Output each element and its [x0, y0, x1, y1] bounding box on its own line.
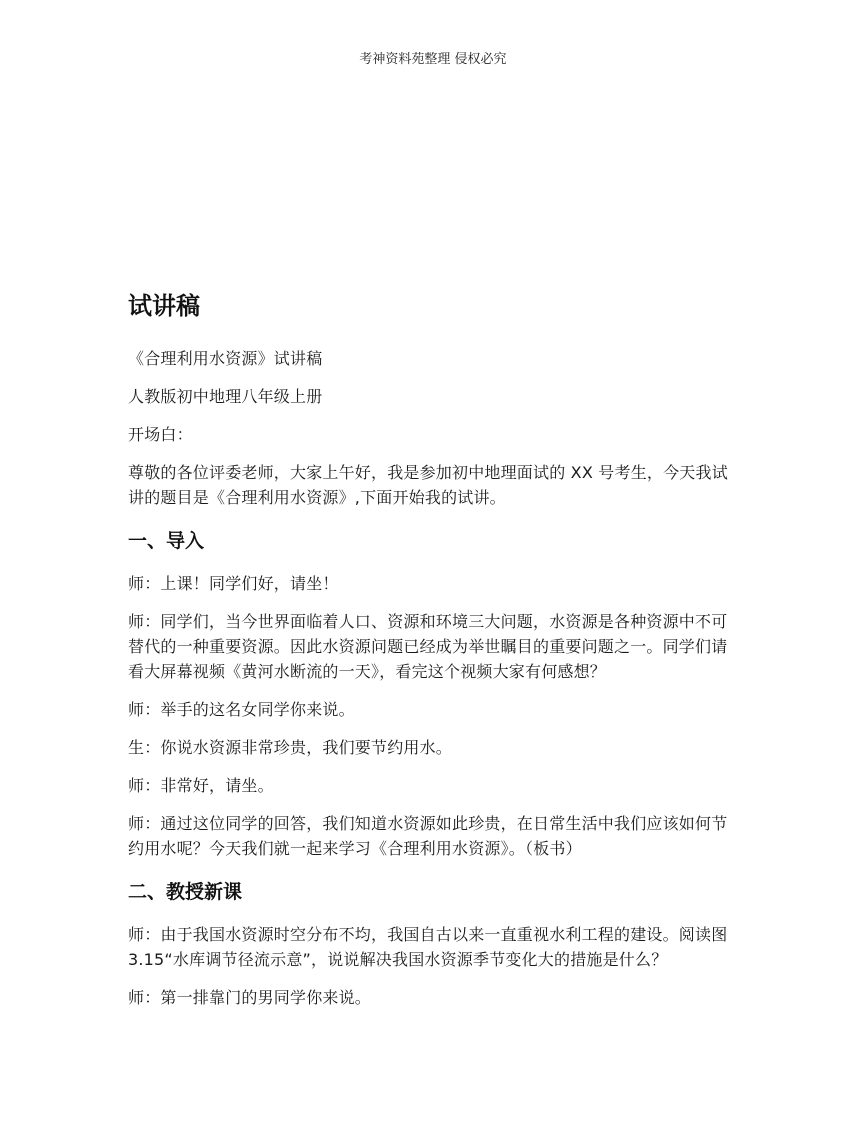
dialogue-paragraph: 师：上课！同学们好，请坐！: [128, 574, 339, 593]
section-heading-intro: 一、导入: [128, 530, 205, 552]
dialogue-paragraph: 生：你说水资源非常珍贵，我们要节约用水。: [128, 738, 453, 757]
lecture-subtitle: 《合理利用水资源》试讲稿: [128, 349, 323, 368]
opening-label: 开场白：: [128, 425, 193, 444]
dialogue-paragraph: 师：通过这位同学的回答，我们知道水资源如此珍贵，在日常生活中我们应该如何节约用水呢？今天我们就一起来学习《合理利用水资源》。（板书）: [128, 814, 728, 858]
dialogue-paragraph: 师：非常好，请坐。: [128, 776, 274, 795]
dialogue-paragraph: 师：同学们，当今世界面临着人口、资源和环境三大问题，水资源是各种资源中不可替代的一种重要资源。因此水资源问题已经成为举世瞩目的重要问题之一。同学们请看大屏幕视频《黄河水断流的一天》，看完这个视频大家有何感想？: [128, 612, 728, 681]
section-heading-new-lesson: 二、教授新课: [128, 881, 243, 903]
dialogue-paragraph: 师：第一排靠门的男同学你来说。: [128, 988, 372, 1007]
page-header: 考神资料苑整理 侵权必究: [359, 52, 507, 67]
document-body: [128, 288, 738, 1023]
dialogue-paragraph: 师：举手的这名女同学你来说。: [128, 700, 355, 719]
opening-text: 尊敬的各位评委老师，大家上午好，我是参加初中地理面试的 XX 号考生，今天我试讲的题目是《合理利用水资源》,下面开始我的试讲。: [128, 463, 728, 507]
textbook-edition: 人教版初中地理八年级上册: [128, 387, 323, 406]
dialogue-paragraph: 师：由于我国水资源时空分布不均，我国自古以来一直重视水利工程的建设。阅读图 3.15“水库调节径流示意”，说说解决我国水资源季节变化大的措施是什么？: [128, 925, 728, 969]
document-title: 试讲稿: [128, 292, 200, 320]
